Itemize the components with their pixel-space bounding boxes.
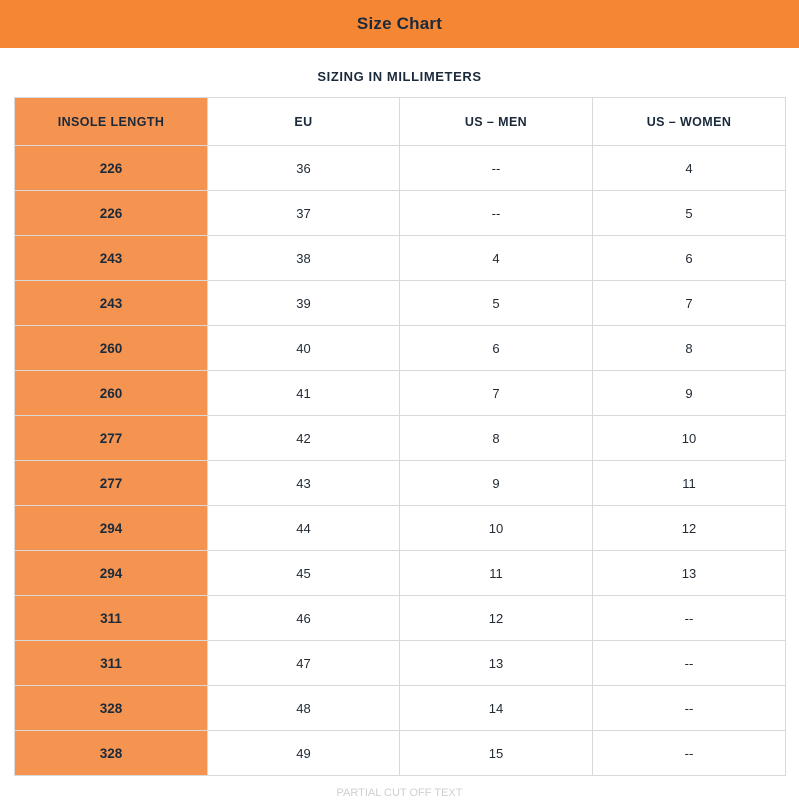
cell-insole-length: 226 <box>15 146 208 191</box>
cell-us-women: 7 <box>593 281 786 326</box>
cell-eu: 42 <box>208 416 400 461</box>
cell-eu: 47 <box>208 641 400 686</box>
cell-us-men: 12 <box>400 596 593 641</box>
cell-us-men: 11 <box>400 551 593 596</box>
cell-eu: 40 <box>208 326 400 371</box>
table-row <box>15 551 786 596</box>
cell-insole-length: 243 <box>15 281 208 326</box>
table-row <box>15 281 786 326</box>
column-header-us-men: US – MEN <box>400 98 593 146</box>
page-title: Size Chart <box>356 14 443 33</box>
cell-insole-length: 277 <box>15 416 208 461</box>
title-bar <box>0 0 799 48</box>
cell-us-women: -- <box>593 731 786 776</box>
cell-us-women: 10 <box>593 416 786 461</box>
cell-insole-length: 328 <box>15 686 208 731</box>
cell-us-women: -- <box>593 596 786 641</box>
cell-eu: 43 <box>208 461 400 506</box>
cell-insole-length: 260 <box>15 326 208 371</box>
cell-eu: 45 <box>208 551 400 596</box>
cell-us-women: 11 <box>593 461 786 506</box>
table-row <box>15 146 786 191</box>
cell-us-men: 8 <box>400 416 593 461</box>
cell-us-men: 4 <box>400 236 593 281</box>
cell-us-men: 13 <box>400 641 593 686</box>
cell-us-men: 5 <box>400 281 593 326</box>
cell-us-women: -- <box>593 686 786 731</box>
table-row <box>15 416 786 461</box>
cell-insole-length: 294 <box>15 506 208 551</box>
table-row <box>15 191 786 236</box>
table-row <box>15 236 786 281</box>
cell-us-men: 7 <box>400 371 593 416</box>
table-row <box>15 461 786 506</box>
cell-us-women: 6 <box>593 236 786 281</box>
table-row <box>15 731 786 776</box>
cell-us-men: 9 <box>400 461 593 506</box>
cell-eu: 49 <box>208 731 400 776</box>
footer-partial-text: PARTIAL CUT OFF TEXT <box>336 787 463 799</box>
cell-insole-length: 311 <box>15 596 208 641</box>
cell-eu: 36 <box>208 146 400 191</box>
cell-us-men: 6 <box>400 326 593 371</box>
size-chart-table <box>14 97 786 776</box>
cell-us-women: 4 <box>593 146 786 191</box>
table-header <box>15 98 786 146</box>
cell-us-men: 15 <box>400 731 593 776</box>
table-row <box>15 686 786 731</box>
cell-insole-length: 311 <box>15 641 208 686</box>
cell-us-women: 5 <box>593 191 786 236</box>
cell-insole-length: 294 <box>15 551 208 596</box>
cell-us-men: 14 <box>400 686 593 731</box>
cell-eu: 39 <box>208 281 400 326</box>
cell-eu: 48 <box>208 686 400 731</box>
cell-us-women: 12 <box>593 506 786 551</box>
cell-eu: 41 <box>208 371 400 416</box>
column-header-eu: EU <box>208 98 400 146</box>
cell-us-women: 9 <box>593 371 786 416</box>
cell-us-men: -- <box>400 146 593 191</box>
table-row <box>15 326 786 371</box>
cell-eu: 37 <box>208 191 400 236</box>
column-header-insole-length: INSOLE LENGTH <box>15 98 208 146</box>
table-wrapper <box>0 97 799 776</box>
cell-eu: 44 <box>208 506 400 551</box>
cell-us-men: 10 <box>400 506 593 551</box>
column-header-us-women: US – WOMEN <box>593 98 786 146</box>
table-row <box>15 371 786 416</box>
table-body <box>15 146 786 776</box>
table-header-row <box>15 98 786 146</box>
cell-insole-length: 260 <box>15 371 208 416</box>
cell-insole-length: 226 <box>15 191 208 236</box>
cell-us-women: -- <box>593 641 786 686</box>
cell-insole-length: 243 <box>15 236 208 281</box>
table-row <box>15 596 786 641</box>
cell-insole-length: 277 <box>15 461 208 506</box>
cell-eu: 46 <box>208 596 400 641</box>
table-row <box>15 506 786 551</box>
subtitle: SIZING IN MILLIMETERS <box>317 69 482 84</box>
cell-us-women: 8 <box>593 326 786 371</box>
cell-us-men: -- <box>400 191 593 236</box>
cell-us-women: 13 <box>593 551 786 596</box>
cell-eu: 38 <box>208 236 400 281</box>
table-row <box>15 641 786 686</box>
cell-insole-length: 328 <box>15 731 208 776</box>
